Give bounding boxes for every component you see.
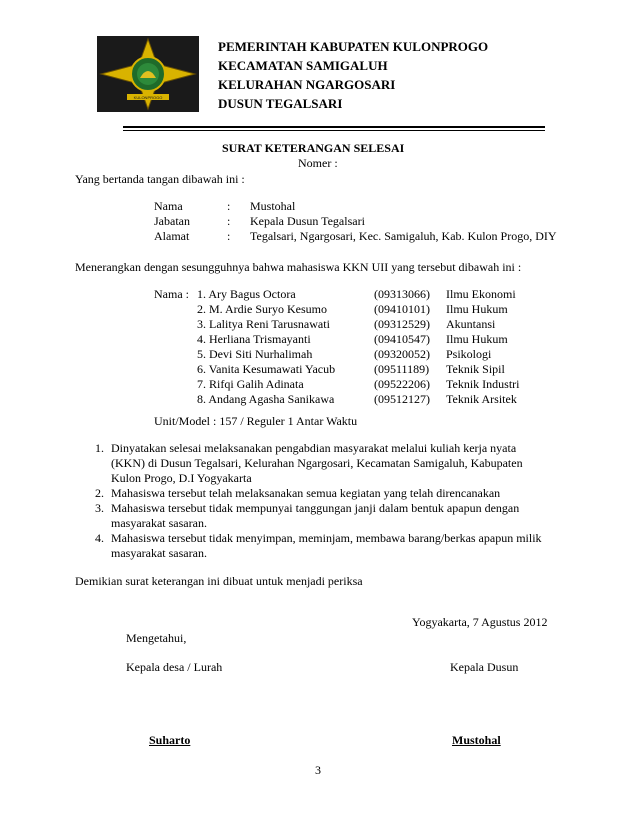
- letterhead-line-3: KELURAHAN NGARGOSARI: [218, 77, 396, 92]
- colon: :: [227, 214, 231, 228]
- students-label: Nama :: [154, 287, 189, 301]
- point-text-line: Mahasiswa tersebut telah melaksanakan semua kegiatan yang telah direncanakan: [111, 486, 501, 500]
- student-id: (09511189): [374, 362, 430, 376]
- left-signatory-title: Kepala desa / Lurah: [126, 660, 223, 674]
- point-number: 3.: [95, 501, 104, 515]
- student-name: 6. Vanita Kesumawati Yacub: [197, 362, 336, 376]
- right-signatory-name: Mustohal: [452, 733, 501, 747]
- colon: :: [227, 199, 231, 213]
- student-name: 4. Herliana Trismayanti: [197, 332, 311, 346]
- point-text-line: (KKN) di Dusun Tegalsari, Kelurahan Ngargosari, Kecamatan Samigaluh, Kabupaten: [111, 456, 523, 470]
- letterhead-line-2: KECAMATAN SAMIGALUH: [218, 58, 388, 73]
- point-number: 2.: [95, 486, 104, 500]
- signer-position-label: Jabatan: [154, 214, 190, 228]
- intro-text: Yang bertanda tangan dibawah ini :: [75, 172, 245, 186]
- signer-name-label: Nama: [154, 199, 183, 213]
- student-name: 1. Ary Bagus Octora: [197, 287, 296, 301]
- student-major: Psikologi: [446, 347, 492, 361]
- student-id: (09410101): [374, 302, 430, 316]
- closing-text: Demikian surat keterangan ini dibuat untuk menjadi periksa: [75, 574, 363, 588]
- letter-title: SURAT KETERANGAN SELESAI: [222, 141, 405, 155]
- letter-number-label: Nomer :: [298, 156, 338, 170]
- signer-name: Mustohal: [250, 199, 296, 213]
- point-text-line: masyarakat sasaran.: [111, 516, 207, 530]
- student-major: Teknik Sipil: [446, 362, 505, 376]
- page-number: 3: [315, 763, 321, 777]
- student-major: Teknik Industri: [446, 377, 520, 391]
- student-id: (09313066): [374, 287, 430, 301]
- letterhead-line-4: DUSUN TEGALSARI: [218, 96, 343, 111]
- point-number: 1.: [95, 441, 104, 455]
- student-name: 8. Andang Agasha Sanikawa: [197, 392, 335, 406]
- student-id: (09312529): [374, 317, 430, 331]
- header-divider-thick: [123, 126, 545, 128]
- header-divider-thin: [123, 130, 545, 131]
- student-id: (09410547): [374, 332, 430, 346]
- left-signatory-name: Suharto: [149, 733, 191, 747]
- point-text-line: masyarakat sasaran.: [111, 546, 207, 560]
- student-id: (09512127): [374, 392, 430, 406]
- logo-caption: KULONPROGO: [133, 95, 163, 100]
- place-date: Yogyakarta, 7 Agustus 2012: [412, 615, 548, 629]
- signer-position: Kepala Dusun Tegalsari: [250, 214, 365, 228]
- student-major: Ilmu Ekonomi: [446, 287, 516, 301]
- point-text-line: Dinyatakan selesai melaksanakan pengabdian masyarakat melalui kuliah kerja nyata: [111, 441, 517, 455]
- student-name: 7. Rifqi Galih Adinata: [197, 377, 304, 391]
- point-text-line: Mahasiswa tersebut tidak menyimpan, meminjam, membawa barang/berkas apapun milik: [111, 531, 542, 545]
- signer-address: Tegalsari, Ngargosari, Kec. Samigaluh, Kab. Kulon Progo, DIY: [250, 229, 557, 243]
- unit-model: Unit/Model : 157 / Reguler 1 Antar Waktu: [154, 414, 358, 428]
- acknowledged-label: Mengetahui,: [126, 631, 187, 645]
- student-major: Ilmu Hukum: [446, 302, 508, 316]
- student-name: 5. Devi Siti Nurhalimah: [197, 347, 313, 361]
- student-major: Akuntansi: [446, 317, 496, 331]
- student-major: Ilmu Hukum: [446, 332, 508, 346]
- point-text-line: Mahasiswa tersebut tidak mempunyai tanggungan janji dalam bentuk apapun dengan: [111, 501, 520, 515]
- point-number: 4.: [95, 531, 104, 545]
- point-text-line: Kulon Progo, D.I Yogyakarta: [111, 471, 252, 485]
- colon: :: [227, 229, 231, 243]
- student-major: Teknik Arsitek: [446, 392, 517, 406]
- letterhead-line-1: PEMERINTAH KABUPATEN KULONPROGO: [218, 39, 489, 54]
- signer-address-label: Alamat: [154, 229, 190, 243]
- student-name: 2. M. Ardie Suryo Kesumo: [197, 302, 327, 316]
- regency-emblem-logo: [97, 36, 199, 112]
- right-signatory-title: Kepala Dusun: [450, 660, 519, 674]
- student-id: (09522206): [374, 377, 430, 391]
- statement-text: Menerangkan dengan sesungguhnya bahwa mahasiswa KKN UII yang tersebut dibawah ini :: [75, 260, 522, 274]
- student-id: (09320052): [374, 347, 430, 361]
- student-name: 3. Lalitya Reni Tarusnawati: [197, 317, 330, 331]
